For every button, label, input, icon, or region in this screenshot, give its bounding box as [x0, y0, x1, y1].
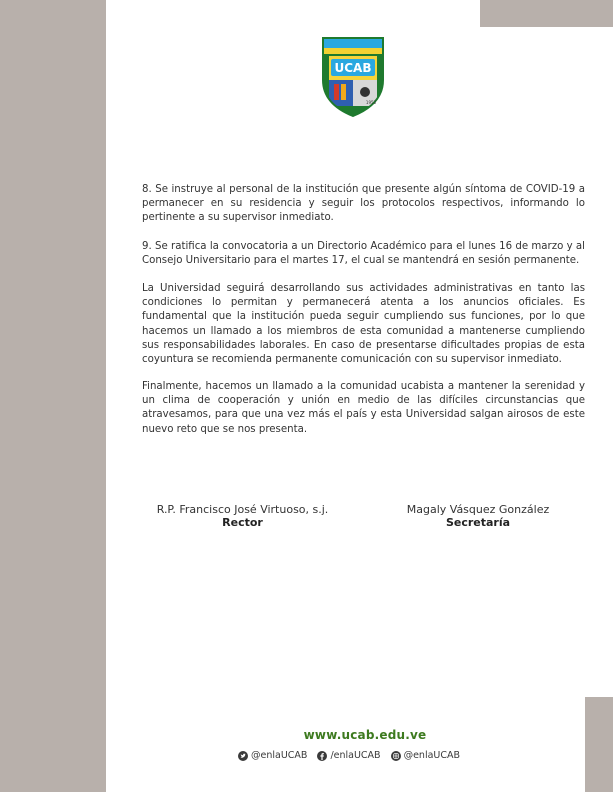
logo-year: 1953 — [365, 100, 377, 105]
social-instagram[interactable] — [391, 750, 460, 761]
paragraph-operations-text: La Universidad seguirá desarrollando sus actividades administrativas en tanto las condiciones lo permitan y permanecerá atenta a los anuncios oficiales. Es fundamental que la institución pueda seguir cumpliendo sus funciones, por lo que hacemos un llamado a los miembros de esta comunidad a mantenerse cumpliendo sus responsabilidades laborales. En caso de presentarse dificultades propias de esta coyuntura se recomienda permanente comunicación con su supervisor inmediato. — [142, 283, 585, 366]
social-links — [238, 750, 460, 761]
paragraph-closing-text: Finalmente, hacemos un llamado a la comunidad ucabista a mantener la serenidad y un clima de cooperación y unión en medio de las difíciles circunstancias que atravesamos, para que una vez más el país y esta Universidad salgan airosos de este nuevo reto que se nos presenta. — [142, 381, 585, 435]
paragraph-9-text: 9. Se ratifica la convocatoria a un Directorio Académico para el lunes 16 de marzo y al Consejo Universitario para el martes 17, el cual se mantendrá en sesión permanente. — [142, 241, 585, 267]
twitter-icon — [238, 751, 248, 761]
social-twitter[interactable] — [238, 750, 307, 761]
paragraph-8-text: 8. Se instruye al personal de la institución que presente algún síntoma de COVID-19 a permanecer en su residencia y seguir los protocolos respectivos, informando lo pertinente a su supervisor inmediato. — [142, 184, 585, 224]
social-facebook[interactable] — [317, 750, 380, 761]
top-right-decorative-bar — [480, 0, 613, 27]
signature-secretary-title: Secretaría — [445, 516, 511, 529]
website-link[interactable]: www.ucab.edu.ve — [303, 728, 427, 742]
instagram-icon — [391, 751, 401, 761]
twitter-handle: @enlaUCAB — [251, 750, 308, 761]
facebook-handle: /enlaUCAB — [330, 750, 381, 761]
paragraph-closing — [142, 380, 585, 437]
paragraph-8 — [142, 183, 585, 226]
signature-secretary-name: Magaly Vásquez González — [406, 503, 550, 516]
signature-rector-title: Rector — [222, 516, 263, 529]
signature-secretary — [398, 503, 558, 529]
facebook-icon — [317, 751, 327, 761]
paragraph-9 — [142, 240, 585, 268]
paragraph-operations — [142, 282, 585, 367]
instagram-handle: @enlaUCAB — [403, 750, 461, 761]
signature-rector — [150, 503, 335, 529]
ucab-shield-logo — [319, 36, 387, 118]
logo-lettering: UCAB — [334, 61, 372, 75]
signature-rector-name: R.P. Francisco José Virtuoso, s.j. — [156, 503, 329, 516]
left-decorative-bar — [0, 0, 106, 792]
bottom-right-decorative-bar — [585, 697, 613, 792]
